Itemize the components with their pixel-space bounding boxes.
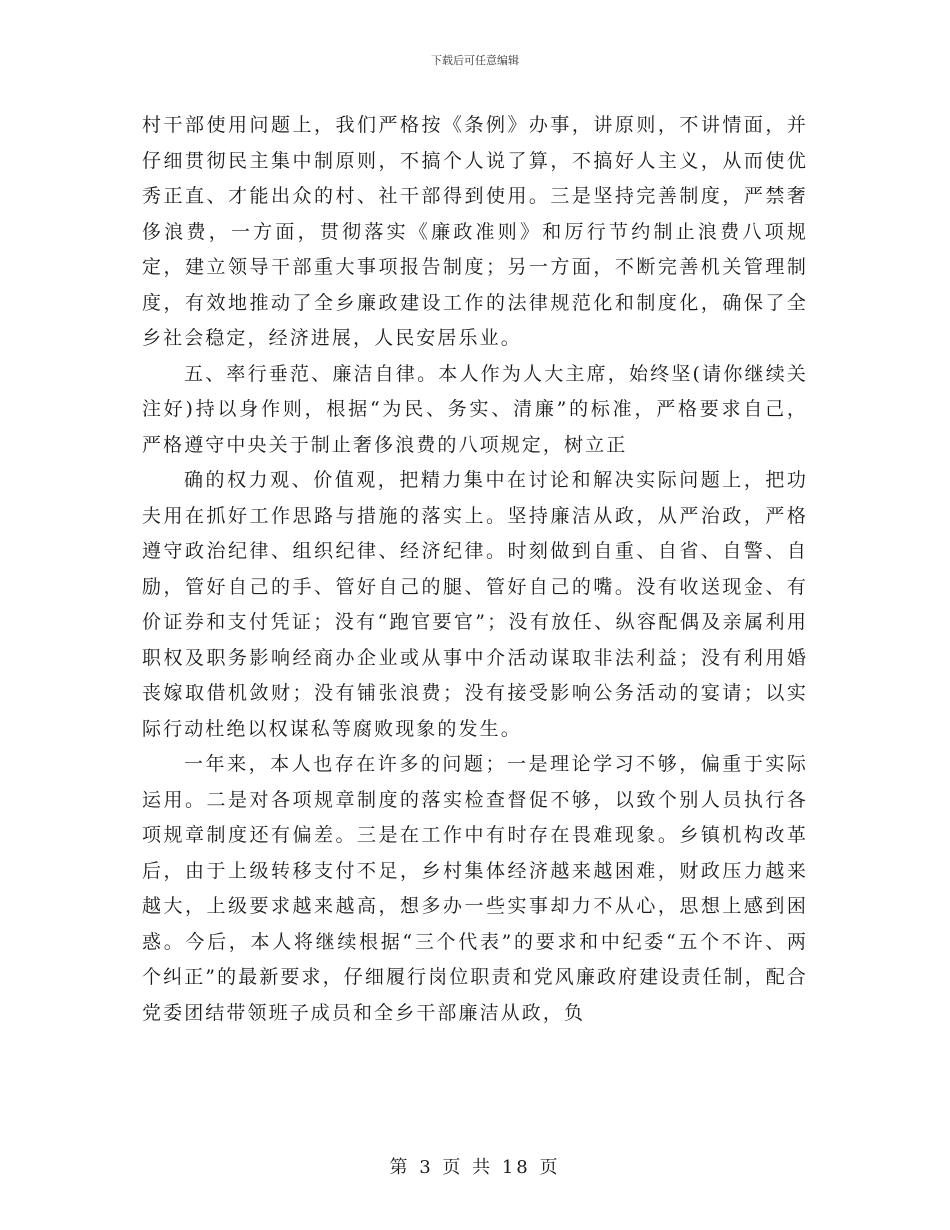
paragraph-1: 村干部使用问题上，我们严格按《条例》办事，讲原则，不讲情面，并仔细贯彻民主集中制原则，不搞个人说了算，不搞好人主义，从而使优秀正直、才能出众的村、社干部得到使用。三是坚持完善制度，严禁奢侈浪费，一方面，贯彻落实《廉政准则》和厉行节约制止浪费八项规定，建立领导干部重大事项报告制度；另一方面，不断完善机关管理制度，有效地推动了全乡廉政建设工作的法律规范化和制度化，确保了全乡社会稳定，经济进展，人民安居乐业。	[142, 114, 808, 349]
paragraph-2: 五、率行垂范、廉洁自律。本人作为人大主席，始终坚(请你继续关注好)持以身作则，根据“为民、务实、清廉”的标准，严格要求自己，严格遵守中央关于制止奢侈浪费的八项规定，树立正	[142, 362, 808, 456]
paragraph-4: 一年来，本人也存在许多的问题；一是理论学习不够，偏重于实际运用。二是对各项规章制度的落实检查督促不够，以致个别人员执行各项规章制度还有偏差。三是在工作中有时存在畏难现象。乡镇机构改革后，由于上级转移支付不足，乡村集体经济越来越困难，财政压力越来越大，上级要求越来越高，想多办一些实事却力不从心，思想上感到困惑。今后，本人将继续根据“三个代表”的要求和中纪委“五个不许、两个纠正”的最新要求，仔细履行岗位职责和党风廉政府建设责任制，配合党委团结带领班子成员和全乡干部廉洁从政，负	[142, 753, 808, 1024]
paragraph-3: 确的权力观、价值观，把精力集中在讨论和解决实际问题上，把功夫用在抓好工作思路与措施的落实上。坚持廉洁从政，从严治政，严格遵守政治纪律、组织纪律、经济纪律。时刻做到自重、自省、自警、自励，管好自己的手、管好自己的腿、管好自己的嘴。没有收送现金、有价证券和支付凭证；没有“跑官要官”；没有放任、纵容配偶及亲属利用职权及职务影响经商办企业或从事中介活动谋取非法利益；没有利用婚丧嫁取借机敛财；没有铺张浪费；没有接受影响公务活动的宴请；以实际行动杜绝以权谋私等腐败现象的发生。	[142, 469, 808, 740]
page-header: 下载后可任意编辑	[431, 54, 519, 67]
page-footer: 第 3 页 共 18 页	[389, 1157, 561, 1178]
document-body	[142, 108, 808, 1031]
